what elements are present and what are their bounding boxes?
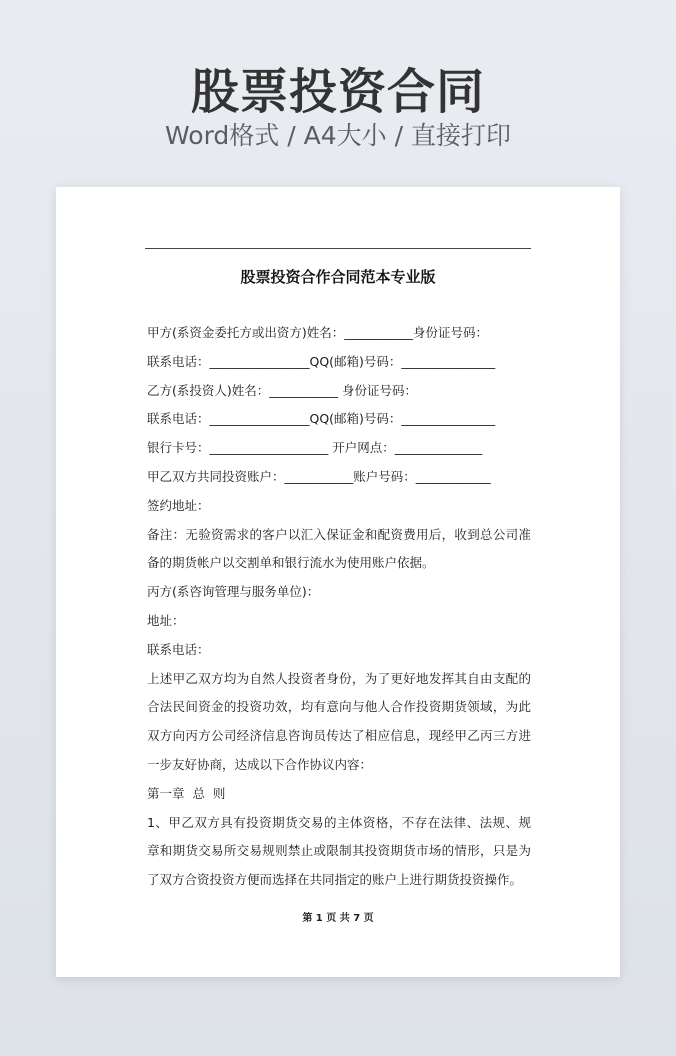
party-b-name-line: 乙方(系投资人)姓名：___________ 身份证号码： [147, 382, 417, 398]
banner-subtitle: Word格式 / A4大小 / 直接打印 [165, 121, 511, 150]
joint-account-line: 甲乙双方共同投资账户：___________账户号码：____________ [147, 468, 491, 484]
note-line: 备注：无验资需求的客户以汇入保证金和配资费用后，收到总公司准 [147, 526, 531, 542]
header-rule [145, 248, 531, 249]
party-c-phone-line: 联系电话： [147, 641, 210, 657]
clause-line: 章和期货交易所交易规则禁止或限制其投资期货市场的情形，只是为 [147, 843, 531, 859]
clause-line: 了双方合资投资方便而选择在共同指定的账户上进行期货投资操作。 [147, 872, 523, 888]
signing-address-line: 签约地址： [147, 497, 210, 513]
party-b-contact-line: 联系电话：________________QQ(邮箱)号码：_______________ [147, 411, 496, 427]
party-a-name-line: 甲方(系资金委托方或出资方)姓名：___________身份证号码： [147, 325, 489, 340]
chapter-heading: 第一章 总 则 [147, 785, 226, 801]
intro-line: 上述甲乙双方均为自然人投资者身份，为了更好地发挥其自由支配的 [147, 670, 531, 686]
bank-card-line: 银行卡号：___________________ 开户网点：______________ [147, 440, 483, 456]
banner-title: 股票投资合同 [190, 64, 485, 120]
document-title: 股票投资合作合同范本专业版 [240, 268, 436, 286]
intro-line: 合法民间资金的投资功效，均有意向与他人合作投资期货领域，为此 [147, 699, 531, 715]
clause-line: 1、甲乙双方具有投资期货交易的主体资格，不存在法律、法规、规 [147, 814, 531, 830]
note-line: 备的期货帐户以交割单和银行流水为使用账户依据。 [147, 555, 435, 571]
document-body [147, 319, 531, 895]
intro-line: 一步友好协商，达成以下合作协议内容： [147, 756, 373, 772]
document-page [56, 187, 620, 977]
party-c-name-line: 丙方(系咨询管理与服务单位)： [147, 584, 320, 600]
page-number: 第 1 页 共 7 页 [302, 913, 374, 924]
party-c-address-line: 地址： [147, 612, 185, 628]
party-a-contact-line: 联系电话：________________QQ(邮箱)号码：_______________ [147, 353, 496, 369]
intro-line: 双方向丙方公司经济信息咨询员传达了相应信息，现经甲乙丙三方进 [147, 728, 531, 744]
